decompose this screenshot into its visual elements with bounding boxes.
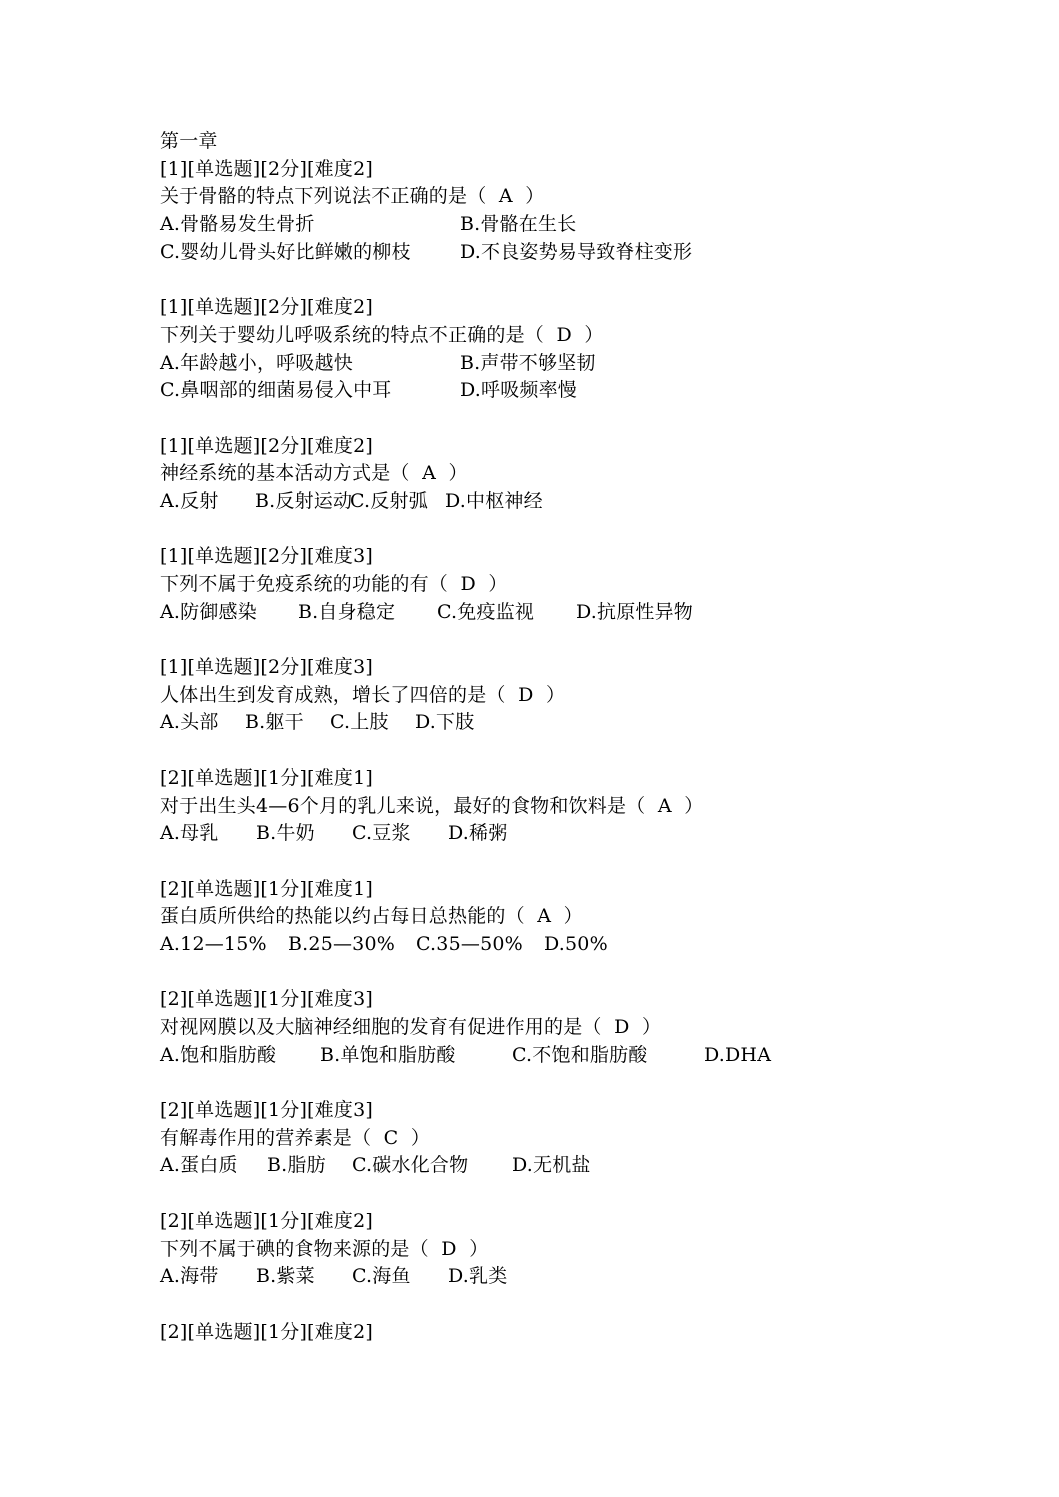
blank-line (160, 959, 1020, 987)
question-header: [1][单选题][2分][难度2] (160, 434, 373, 457)
question-stem: 神经系统的基本活动方式是（ A ） (160, 462, 468, 485)
document-page (160, 128, 1020, 1346)
option-text: B.脂肪 (267, 1154, 326, 1177)
option-text: D.乳类 (448, 1265, 508, 1288)
option-text: A.饱和脂肪酸 (160, 1043, 277, 1066)
question-block (160, 1180, 1020, 1291)
question-block (160, 848, 1020, 959)
option-text: A.母乳 (160, 822, 219, 845)
blank-line (160, 1291, 1020, 1319)
blank-line (160, 405, 1020, 433)
question-block (160, 1291, 1020, 1346)
option-text: A.12—15% (160, 932, 267, 955)
question-stem: 有解毒作用的营养素是（ C ） (160, 1126, 431, 1149)
question-block (160, 1069, 1020, 1180)
option-text: D.无机盐 (512, 1154, 591, 1177)
question-header: [2][单选题][1分][难度2] (160, 1209, 373, 1232)
chapter-title: 第一章 (160, 130, 218, 152)
question-header: [1][单选题][2分][难度3] (160, 545, 373, 568)
question-stem: 关于骨骼的特点下列说法不正确的是（ A ） (160, 185, 545, 208)
question-header: [2][单选题][1分][难度3] (160, 1099, 373, 1122)
option-text: D.不良姿势易导致脊柱变形 (460, 240, 693, 263)
options-row (160, 820, 1020, 848)
question-list (160, 156, 1020, 1347)
question-stem: 对于出生头4—6个月的乳儿来说，最好的食物和饮料是（ A ） (160, 794, 704, 817)
option-text: D.稀粥 (448, 822, 508, 845)
option-text: B.骨骼在生长 (460, 213, 577, 236)
question-header: [2][单选题][1分][难度3] (160, 988, 373, 1011)
option-text: D.呼吸频率慢 (460, 379, 577, 402)
option-text: C.海鱼 (352, 1265, 411, 1288)
question-header: [2][单选题][1分][难度1] (160, 766, 373, 789)
option-text: B.25—30% (288, 932, 396, 955)
option-text: D.DHA (704, 1043, 772, 1066)
question-stem: 下列不属于碘的食物来源的是（ D ） (160, 1237, 489, 1260)
option-text: A.反射 (160, 489, 219, 512)
question-block (160, 626, 1020, 737)
options-row (160, 1152, 1020, 1180)
blank-line (160, 848, 1020, 876)
blank-line (160, 1180, 1020, 1208)
option-text: A.头部 (160, 711, 219, 734)
option-text: A.海带 (160, 1265, 219, 1288)
question-stem: 下列不属于免疫系统的功能的有（ D ） (160, 573, 508, 595)
option-text: A.骨骼易发生骨折 (160, 213, 315, 236)
question-stem: 下列关于婴幼儿呼吸系统的特点不正确的是（ D ） (160, 323, 604, 346)
option-text: C.不饱和脂肪酸 (512, 1043, 648, 1066)
option-text: A.蛋白质 (160, 1154, 238, 1177)
question-block (160, 516, 1020, 627)
option-text: C.免疫监视 (437, 600, 535, 623)
options-row (160, 931, 1020, 959)
question-stem: 人体出生到发育成熟，增长了四倍的是（ D ） (160, 683, 566, 706)
options-row (160, 709, 1020, 737)
question-block (160, 405, 1020, 516)
question-block (160, 156, 1020, 267)
option-text: B.躯干 (245, 711, 304, 734)
question-header: [1][单选题][2分][难度2] (160, 157, 373, 180)
option-text: D.抗原性异物 (576, 600, 693, 623)
option-text: C.35—50% (416, 932, 523, 955)
options-row (160, 488, 1020, 516)
option-text: B.声带不够坚韧 (460, 351, 596, 374)
question-header: [2][单选题][1分][难度2] (160, 1320, 373, 1343)
option-text: B.反射运动 (255, 489, 353, 512)
options-row (160, 350, 1020, 378)
blank-line (160, 516, 1020, 544)
blank-line (160, 737, 1020, 765)
option-text: C.上肢 (330, 711, 389, 734)
question-block (160, 266, 1020, 404)
option-text: A.年龄越小，呼吸越快 (160, 351, 353, 374)
option-text: B.牛奶 (256, 822, 315, 845)
question-header: [1][单选题][2分][难度2] (160, 296, 373, 319)
option-text: B.单饱和脂肪酸 (320, 1043, 456, 1066)
options-row (160, 599, 1020, 627)
option-text: A.防御感染 (160, 600, 257, 623)
option-text: C.碳水化合物 (352, 1154, 469, 1177)
option-text: D.下肢 (415, 711, 475, 734)
option-text: C.豆浆 (352, 822, 411, 845)
option-text: C.婴幼儿骨头好比鲜嫩的柳枝 (160, 240, 411, 263)
option-text: D.50% (544, 932, 608, 955)
blank-line (160, 266, 1020, 294)
option-text: B.紫菜 (256, 1265, 315, 1288)
question-block (160, 737, 1020, 848)
options-row (160, 1042, 1020, 1070)
options-row (160, 239, 1020, 267)
question-stem: 对视网膜以及大脑神经细胞的发育有促进作用的是（ D ） (160, 1016, 662, 1038)
option-text: B.自身稳定 (298, 600, 396, 623)
blank-line (160, 626, 1020, 654)
options-row (160, 1263, 1020, 1291)
option-text: C.鼻咽部的细菌易侵入中耳 (160, 379, 392, 402)
options-row (160, 377, 1020, 405)
option-text: C.反射弧 (350, 489, 428, 512)
question-header: [1][单选题][2分][难度3] (160, 656, 373, 679)
blank-line (160, 1069, 1020, 1097)
question-header: [2][单选题][1分][难度1] (160, 877, 373, 900)
question-block (160, 959, 1020, 1070)
question-stem: 蛋白质所供给的热能以约占每日总热能的（ A ） (160, 905, 583, 928)
option-text: D.中枢神经 (445, 489, 543, 512)
options-row (160, 211, 1020, 239)
